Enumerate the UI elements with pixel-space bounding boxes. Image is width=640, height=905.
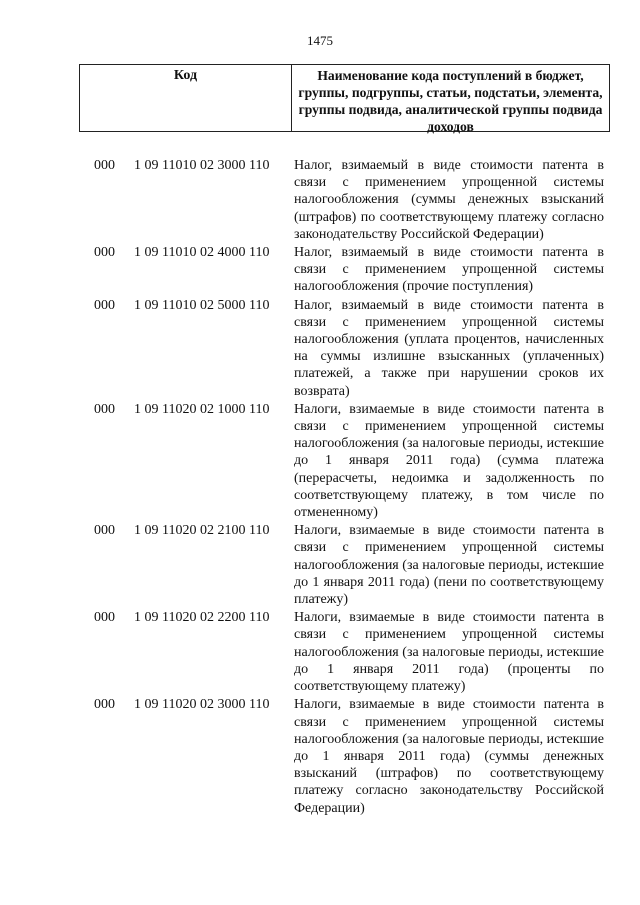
table-row bbox=[94, 157, 610, 243]
page-number: 1475 bbox=[307, 33, 333, 48]
header-name: Наименование кода поступлений в бюджет, группы, подгруппы, статьи, подстатьи, элемента, группы подвида, аналитической группы подвида доходов bbox=[298, 68, 603, 134]
row-description: Налог, взимаемый в виде стоимости патента в связи с применением упрощенной системы налогообложения (прочие поступления) bbox=[294, 245, 604, 295]
row-description: Налог, взимаемый в виде стоимости патента в связи с применением упрощенной системы налогообложения (уплата процентов, начисленных на суммы излишне взысканных (уплаченных) платежей, а также при нарушении сроков их возврата) bbox=[294, 297, 604, 399]
table-row bbox=[94, 244, 610, 296]
table-row bbox=[94, 401, 610, 521]
row-budget-code: 1 09 11020 02 2100 110 bbox=[134, 523, 270, 539]
row-admin-code: 000 bbox=[94, 523, 115, 539]
table-row bbox=[94, 297, 610, 400]
row-admin-code: 000 bbox=[94, 610, 115, 626]
row-admin-code: 000 bbox=[94, 697, 115, 713]
row-admin-code: 000 bbox=[94, 297, 115, 313]
row-description: Налоги, взимаемые в виде стоимости патента в связи с применением упрощенной системы налогообложения (за налоговые периоды, истекшие до 1 января 2011 года) (пени по соответствующему платежу) bbox=[294, 523, 604, 608]
row-budget-code: 1 09 11010 02 4000 110 bbox=[134, 245, 270, 261]
table-row bbox=[94, 696, 610, 816]
row-description: Налог, взимаемый в виде стоимости патента в связи с применением упрощенной системы налогообложения (суммы денежных взысканий (штрафов) по соответствующему платежу согласно законодательству Российской Федерации) bbox=[294, 158, 604, 242]
row-admin-code: 000 bbox=[94, 245, 115, 261]
table-body bbox=[94, 157, 610, 818]
row-admin-code: 000 bbox=[94, 401, 115, 417]
header-code: Код bbox=[80, 65, 292, 131]
row-admin-code: 000 bbox=[94, 158, 115, 173]
row-description: Налоги, взимаемые в виде стоимости патента в связи с применением упрощенной системы налогообложения (за налоговые периоды, истекшие до 1 января 2011 года) (суммы денежных взысканий (штрафов) по соответствующему платежу согласно законодательству Российской Федерации) bbox=[294, 697, 604, 816]
table-header bbox=[79, 64, 610, 132]
row-budget-code: 1 09 11020 02 3000 110 bbox=[134, 697, 270, 713]
row-description: Налоги, взимаемые в виде стоимости патента в связи с применением упрощенной системы налогообложения (за налоговые периоды, истекшие до 1 января 2011 года) (проценты по соответствующему платежу) bbox=[294, 610, 604, 695]
row-budget-code: 1 09 11010 02 5000 110 bbox=[134, 297, 270, 313]
row-description: Налоги, взимаемые в виде стоимости патента в связи с применением упрощенной системы налогообложения (за налоговые периоды, истекшие до 1 января 2011 года) (сумма платежа (перерасчеты, недоимка и задолженность по соответствующему платежу, в том числе по отмененному) bbox=[294, 401, 604, 521]
row-budget-code: 1 09 11020 02 1000 110 bbox=[134, 401, 270, 417]
table-row bbox=[94, 609, 610, 695]
table-row bbox=[94, 522, 610, 608]
row-budget-code: 1 09 11010 02 3000 110 bbox=[134, 158, 270, 173]
row-budget-code: 1 09 11020 02 2200 110 bbox=[134, 610, 270, 626]
